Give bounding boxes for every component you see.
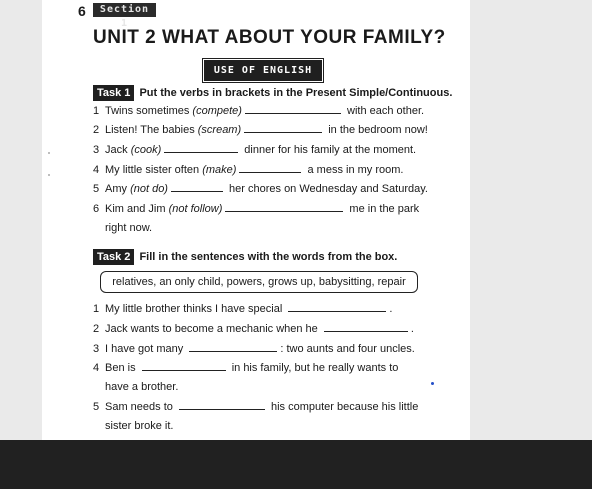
use-of-english-banner: USE OF ENGLISH	[204, 60, 322, 81]
task2-label: Task 2	[93, 249, 134, 265]
viewer-bottom-bar	[0, 440, 592, 489]
worksheet-page	[42, 0, 470, 440]
task2-item-4: 4 Ben is in his family, but he really wants to	[93, 362, 399, 374]
task2-item-3: 3 I have got many : two aunts and four uncles.	[93, 343, 415, 355]
task1-item-3: 3 Jack (cook) dinner for his family at the moment.	[93, 144, 417, 156]
task1-item-1: 1 Twins sometimes (compete) with each other.	[93, 105, 425, 117]
answer-blank[interactable]	[164, 144, 238, 153]
task2-item-5: 5 Sam needs to his computer because his little	[93, 401, 419, 413]
answer-blank[interactable]	[189, 343, 277, 352]
task1-instruction: Put the verbs in brackets in the Present Simple/Continuous.	[139, 86, 453, 99]
answer-blank[interactable]	[179, 401, 265, 410]
task2-item-4-continued: have a brother.	[105, 381, 179, 393]
section-tag: Section 1	[93, 3, 156, 17]
answer-blank[interactable]	[171, 183, 223, 192]
task1-item-6: 6 Kim and Jim (not follow) me in the park	[93, 203, 420, 215]
blue-dot-mark	[431, 382, 434, 385]
answer-blank[interactable]	[225, 203, 343, 212]
answer-blank[interactable]	[239, 164, 301, 173]
answer-blank[interactable]	[244, 124, 322, 133]
scan-speck	[48, 152, 50, 154]
task1-item-6-continued: right now.	[105, 222, 153, 234]
answer-blank[interactable]	[245, 105, 341, 114]
word-box: relatives, an only child, powers, grows up, babysitting, repair	[100, 271, 418, 293]
answer-blank[interactable]	[324, 323, 408, 332]
task2-item-1: 1 My little brother thinks I have special .	[93, 303, 393, 315]
task2-header	[93, 248, 397, 266]
task1-header	[93, 84, 452, 102]
task1-label: Task 1	[93, 85, 134, 101]
task1-item-5: 5 Amy (not do) her chores on Wednesday and Saturday.	[93, 183, 428, 195]
answer-blank[interactable]	[142, 362, 226, 371]
task2-item-5-continued: sister broke it.	[105, 420, 174, 432]
scan-speck	[48, 174, 50, 176]
task1-item-4: 4 My little sister often (make) a mess in my room.	[93, 164, 404, 176]
task2-item-2: 2 Jack wants to become a mechanic when he .	[93, 323, 414, 335]
unit-title: UNIT 2 WHAT ABOUT YOUR FAMILY?	[93, 27, 446, 48]
answer-blank[interactable]	[288, 303, 386, 312]
task2-instruction: Fill in the sentences with the words from the box.	[139, 250, 398, 263]
page-number: 6	[78, 3, 86, 19]
task1-item-2: 2 Listen! The babies (scream) in the bedroom now!	[93, 124, 428, 136]
